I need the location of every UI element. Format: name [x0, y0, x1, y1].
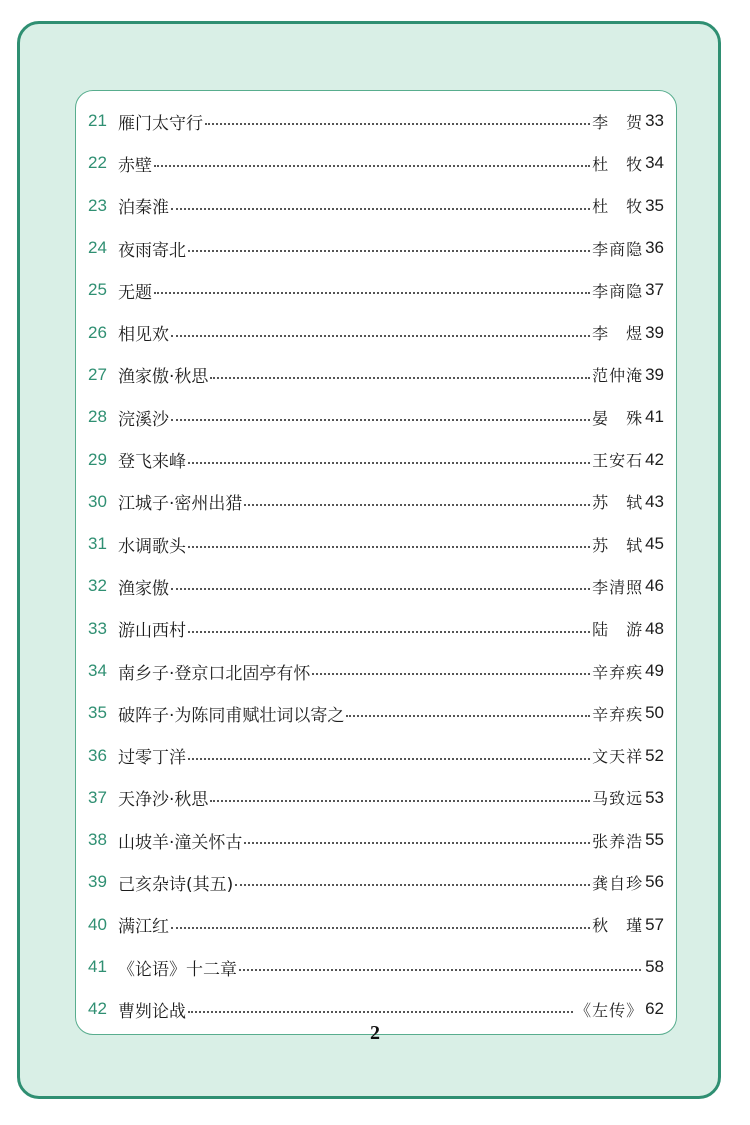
- entry-page: 39: [645, 322, 664, 342]
- dot-leader: [171, 588, 590, 590]
- dot-leader: [346, 715, 590, 717]
- entry-page: 49: [645, 661, 664, 680]
- toc-entry[interactable]: [88, 481, 664, 523]
- entry-number: 23: [88, 195, 107, 215]
- dot-leader: [312, 673, 590, 675]
- toc-entry[interactable]: [88, 396, 664, 438]
- entry-title: 满江红: [118, 917, 169, 938]
- entry-title: 水调歌头: [118, 536, 186, 557]
- entry-number: 39: [88, 872, 107, 892]
- entry-author: 李 贺: [592, 112, 644, 132]
- entry-author: 王安石: [592, 451, 644, 471]
- entry-page: 34: [645, 153, 664, 173]
- entry-number: 32: [88, 576, 107, 596]
- entry-title: 《论语》十二章: [118, 959, 237, 980]
- toc-entry[interactable]: [88, 861, 664, 903]
- entry-page: 35: [645, 195, 664, 215]
- entry-author: 辛弃疾: [592, 704, 644, 724]
- dot-leader: [188, 631, 590, 633]
- entry-title: 赤壁: [118, 155, 152, 176]
- entry-title: 曹刿论战: [118, 1001, 186, 1022]
- entry-author: 晏 殊: [592, 408, 644, 428]
- dot-leader: [235, 884, 590, 886]
- entry-number: 31: [88, 534, 107, 554]
- entry-title: 雁门太守行: [118, 113, 203, 134]
- toc-panel: [75, 90, 677, 1035]
- entry-number: 41: [88, 957, 107, 977]
- entry-author: 《左传》: [575, 1000, 644, 1020]
- entry-page: 41: [645, 407, 664, 427]
- dot-leader: [171, 208, 590, 210]
- entry-title: 泊秦淮: [118, 198, 169, 219]
- toc-entry[interactable]: [88, 777, 664, 819]
- entry-title: 山坡羊·潼关怀古: [118, 832, 243, 853]
- entry-page: 53: [645, 787, 664, 807]
- entry-author: 李清照: [592, 577, 644, 597]
- entry-page: 52: [645, 745, 664, 765]
- toc-entry[interactable]: [88, 438, 664, 480]
- toc-entry[interactable]: [88, 142, 664, 184]
- toc-entry[interactable]: [88, 692, 664, 734]
- entry-author: 苏 轼: [592, 535, 644, 555]
- entry-author: 秋 瑾: [592, 916, 644, 936]
- entry-number: 38: [88, 830, 107, 850]
- entry-author: 马致远: [592, 789, 644, 809]
- entry-page: 42: [645, 449, 664, 469]
- entry-title: 无题: [118, 282, 152, 303]
- entry-author: 张养浩: [592, 831, 644, 851]
- entry-page: 57: [645, 914, 664, 934]
- entry-title: 浣溪沙: [118, 409, 169, 430]
- entry-title: 夜雨寄北: [118, 240, 186, 261]
- entry-title: 渔家傲: [118, 578, 169, 599]
- entry-page: 43: [645, 491, 664, 511]
- entry-author: 文天祥: [592, 747, 644, 767]
- entry-page: 50: [645, 703, 664, 723]
- entry-author: 李商隐: [592, 281, 644, 301]
- entry-page: 33: [645, 111, 664, 131]
- toc-entry[interactable]: [88, 650, 664, 692]
- dot-leader: [171, 419, 590, 421]
- toc-entry[interactable]: [88, 269, 664, 311]
- page-number: 2: [370, 1022, 380, 1044]
- dot-leader: [210, 377, 590, 379]
- toc-entry[interactable]: [88, 227, 664, 269]
- dot-leader: [244, 504, 590, 506]
- entry-author: 范仲淹: [592, 366, 644, 386]
- dot-leader: [188, 546, 590, 548]
- page-frame: [17, 21, 721, 1099]
- entry-author: 李 煜: [592, 324, 644, 344]
- entry-number: 42: [88, 999, 107, 1019]
- dot-leader: [171, 335, 590, 337]
- entry-number: 34: [88, 661, 107, 680]
- entry-title: 登飞来峰: [118, 452, 186, 473]
- dot-leader: [210, 800, 590, 802]
- entry-number: 27: [88, 364, 107, 384]
- entry-title: 江城子·密州出猎: [118, 494, 243, 515]
- entry-number: 33: [88, 618, 107, 638]
- toc-entry[interactable]: [88, 819, 664, 861]
- dot-leader: [244, 842, 590, 844]
- table-of-contents: [88, 100, 664, 1031]
- entry-number: 21: [88, 111, 107, 131]
- entry-number: 35: [88, 703, 107, 723]
- entry-title: 破阵子·为陈同甫赋壮词以寄之: [118, 705, 345, 726]
- toc-entry[interactable]: [88, 608, 664, 650]
- dot-leader: [205, 123, 590, 125]
- entry-title: 天净沙·秋思: [118, 790, 209, 811]
- entry-number: 28: [88, 407, 107, 427]
- entry-number: 30: [88, 491, 107, 511]
- entry-page: 45: [645, 534, 664, 554]
- entry-number: 24: [88, 238, 107, 258]
- entry-number: 29: [88, 449, 107, 469]
- toc-entry[interactable]: [88, 565, 664, 607]
- entry-author: 陆 游: [592, 620, 644, 640]
- dot-leader: [154, 292, 590, 294]
- entry-title: 过零丁洋: [118, 748, 186, 769]
- entry-page: 48: [645, 618, 664, 638]
- entry-number: 37: [88, 787, 107, 807]
- entry-author: 辛弃疾: [592, 662, 644, 682]
- dot-leader: [188, 250, 590, 252]
- entry-author: 苏 轼: [592, 493, 644, 513]
- toc-entry[interactable]: [88, 904, 664, 946]
- toc-entry[interactable]: [88, 354, 664, 396]
- entry-page: 36: [645, 238, 664, 258]
- toc-entry[interactable]: [88, 946, 664, 988]
- toc-entry[interactable]: [88, 100, 664, 142]
- entry-page: 46: [645, 576, 664, 596]
- dot-leader: [239, 969, 641, 971]
- entry-number: 40: [88, 914, 107, 934]
- toc-entry[interactable]: [88, 185, 664, 227]
- entry-title: 渔家傲·秋思: [118, 367, 209, 388]
- dot-leader: [188, 462, 590, 464]
- entry-author: 杜 牧: [592, 197, 644, 217]
- dot-leader: [188, 1011, 573, 1013]
- toc-entry[interactable]: [88, 311, 664, 353]
- entry-author: 李商隐: [592, 239, 644, 259]
- toc-entry[interactable]: [88, 734, 664, 776]
- entry-page: 39: [645, 364, 664, 384]
- entry-page: 37: [645, 280, 664, 300]
- entry-title: 游山西村: [118, 621, 186, 642]
- dot-leader: [171, 927, 590, 929]
- entry-number: 25: [88, 280, 107, 300]
- entry-page: 55: [645, 830, 664, 850]
- toc-entry[interactable]: [88, 523, 664, 565]
- entry-title: 相见欢: [118, 325, 169, 346]
- entry-title: 己亥杂诗(其五): [118, 874, 234, 895]
- entry-number: 26: [88, 322, 107, 342]
- entry-page: 62: [645, 999, 664, 1019]
- dot-leader: [154, 165, 590, 167]
- entry-page: 56: [645, 872, 664, 892]
- dot-leader: [188, 758, 590, 760]
- entry-author: 龚自珍: [592, 873, 644, 893]
- entry-page: 58: [645, 957, 664, 977]
- entry-author: 杜 牧: [592, 154, 644, 174]
- entry-number: 36: [88, 745, 107, 765]
- entry-title: 南乡子·登京口北固亭有怀: [118, 663, 311, 684]
- entry-number: 22: [88, 153, 107, 173]
